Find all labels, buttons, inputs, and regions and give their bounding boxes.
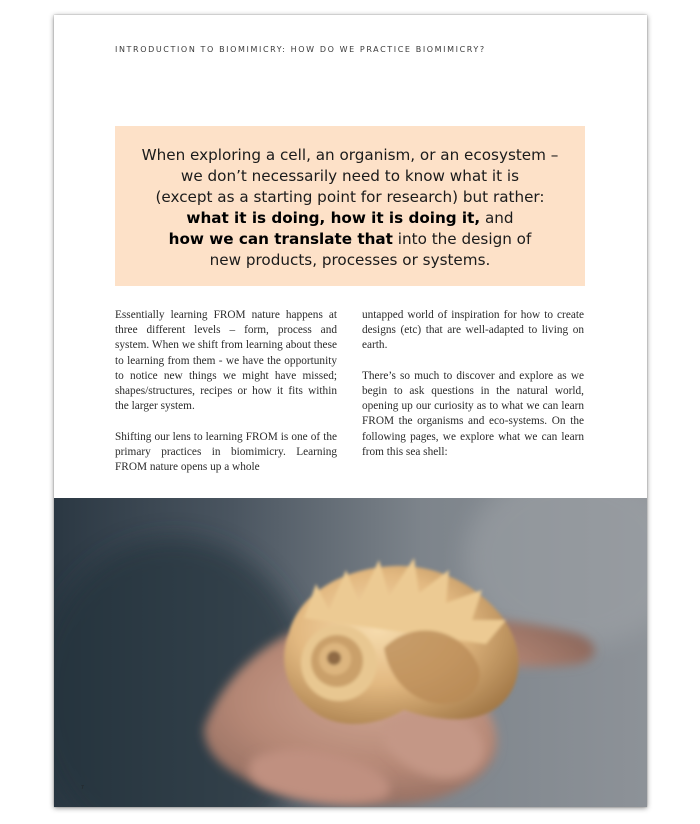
body-paragraph: Shifting our lens to learning FROM is one of the primary practices in biomimicry. Learning FROM nature opens up a whole (115, 430, 337, 474)
callout-text: into the design of (392, 229, 532, 248)
callout-line: When exploring a cell, an organism, or an ecosystem – (141, 146, 559, 164)
sea-shell-photo (54, 498, 647, 807)
callout-line: (except as a starting point for research) but rather: (155, 187, 545, 206)
shell-spiral-core (327, 651, 341, 665)
body-column-right (362, 308, 584, 475)
callout-line: new products, processes or systems. (209, 250, 491, 269)
document-page (54, 15, 647, 807)
body-paragraph: untapped world of inspiration for how to create designs (etc) that are well-adapted to living on earth. (362, 309, 584, 352)
body-column-left (115, 308, 337, 490)
callout-line (115, 208, 585, 229)
callout-emphasis: what it is doing, how it is doing it, (186, 208, 481, 227)
running-header: INTRODUCTION TO BIOMIMICRY: HOW DO WE PRACTICE BIOMIMICRY? (115, 45, 486, 54)
callout-line: we don’t necessarily need to know what it is (180, 166, 520, 185)
callout-text: and (480, 208, 514, 227)
body-paragraph: Essentially learning FROM nature happens at three different levels – form, process and system. When we shift from learning about these to learning from them - we have the opportunity to notice new things we might have missed; shapes/structures, recipes or how it fits within the larger system. (115, 309, 337, 413)
callout-line (115, 229, 585, 250)
page-number: 7 (81, 785, 84, 791)
body-paragraph: There’s so much to discover and explore as we begin to ask questions in the natural world, opening up our curiosity as to what we can learn FROM the organisms and eco-systems. On the following pages, we explore what we can learn from this sea shell: (362, 369, 584, 458)
callout-emphasis: how we can translate that (168, 229, 393, 248)
pull-quote-callout (115, 126, 585, 286)
